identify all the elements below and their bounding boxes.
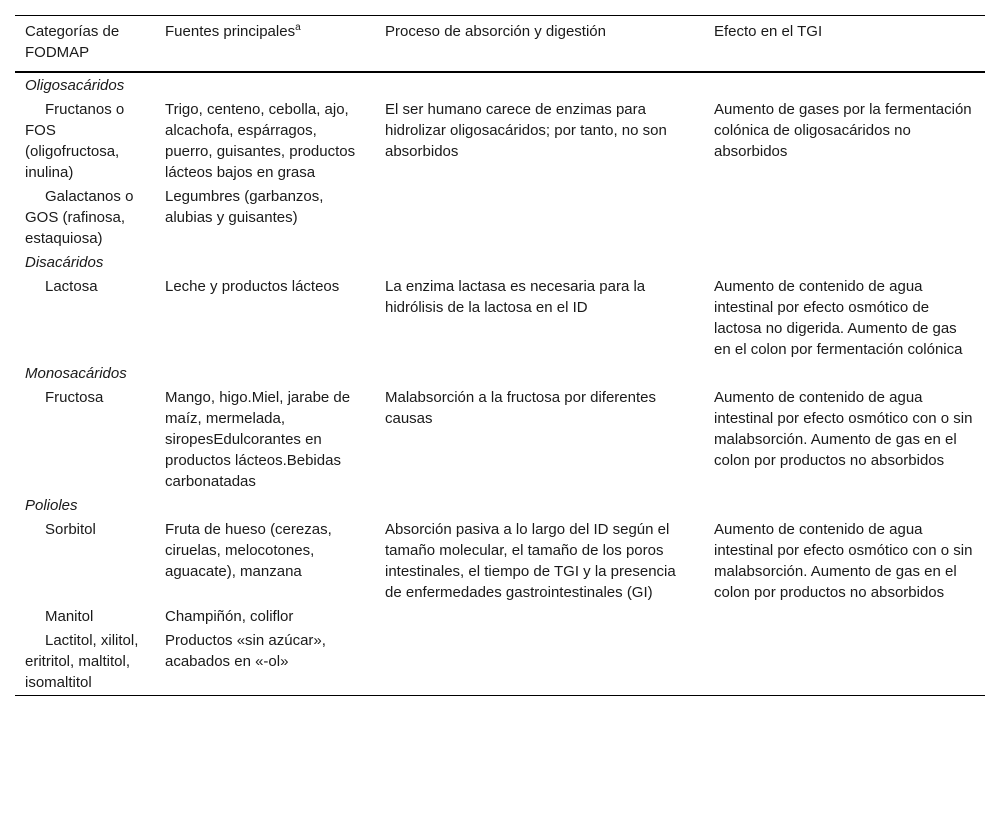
item-name-first: Galactanos	[45, 188, 121, 205]
header-categorias: Categorías de FODMAP	[25, 23, 120, 61]
item-process: La enzima lactasa es necesaria para la hidrólisis de la lactosa en el ID	[385, 278, 646, 316]
item-name-rest: xilitol, eritritol, maltitol, isomaltitol	[25, 632, 139, 691]
table-row	[15, 518, 985, 605]
item-process	[375, 185, 704, 251]
header-efecto: Efecto en el TGI	[714, 23, 823, 40]
category-row	[15, 494, 985, 518]
item-process: El ser humano carece de enzimas para hidrolizar oligosacáridos; por tanto, no son absorbidos	[385, 101, 667, 160]
table-row	[15, 98, 985, 185]
table-row	[15, 605, 985, 629]
table-row	[15, 185, 985, 251]
table-row	[15, 386, 985, 494]
item-sources: Mango, higo.Miel, jarabe de maíz, mermelada, siropesEdulcorantes en productos lácteos.Bebidas carbonatadas	[165, 389, 351, 490]
item-sources: Fruta de hueso (cerezas, ciruelas, melocotones, aguacate), manzana	[165, 521, 332, 580]
item-sources: Champiñón, coliflor	[165, 608, 294, 625]
item-name: Lactosa	[45, 278, 98, 295]
item-sources: Trigo, centeno, cebolla, ajo, alcachofa, espárragos, puerro, guisantes, productos lácteos bajos en grasa	[165, 101, 356, 181]
table-header	[15, 16, 985, 73]
category-row	[15, 362, 985, 386]
footnote-marker: a	[295, 22, 301, 33]
header-fuentes	[155, 16, 375, 73]
item-effect	[704, 629, 985, 696]
item-name	[15, 185, 155, 251]
category-row	[15, 72, 985, 98]
item-effect	[704, 605, 985, 629]
category-label: Oligosacáridos	[25, 77, 125, 94]
item-sources: Leche y productos lácteos	[165, 278, 340, 295]
fodmap-table	[15, 15, 985, 696]
table-body	[15, 72, 985, 696]
header-row	[15, 16, 985, 73]
item-name: Sorbitol	[45, 521, 96, 538]
table-row	[15, 275, 985, 362]
item-process: Absorción pasiva a lo largo del ID según el tamaño molecular, el tamaño de los poros intestinales, el tiempo de TGI y la presencia de enfermedades gastrointestinales (GI)	[385, 521, 676, 601]
item-name	[15, 98, 155, 185]
item-name	[15, 629, 155, 696]
item-name: Fructosa	[45, 389, 104, 406]
category-label: Monosacáridos	[25, 365, 127, 382]
item-effect	[704, 185, 985, 251]
item-name: Manitol	[45, 608, 94, 625]
category-label: Disacáridos	[25, 254, 104, 271]
table-row	[15, 629, 985, 696]
item-process: Malabsorción a la fructosa por diferentes causas	[385, 389, 656, 427]
category-label: Polioles	[25, 497, 78, 514]
item-effect: Aumento de contenido de agua intestinal por efecto osmótico con o sin malabsorción. Aumento de gas en el colon por productos no absorbidos	[714, 389, 973, 469]
item-effect: Aumento de contenido de agua intestinal por efecto osmótico de lactosa no digerida. Aumento de gas en el colon por fermentación colónica	[714, 278, 963, 358]
item-process	[375, 629, 704, 696]
item-name-rest: o GOS (rafinosa, estaquiosa)	[25, 188, 134, 247]
item-process	[375, 605, 704, 629]
item-sources: Legumbres (garbanzos, alubias y guisantes)	[165, 188, 324, 226]
item-name-first: Fructanos	[45, 101, 112, 118]
item-sources: Productos «sin azúcar», acabados en «-ol»	[165, 632, 326, 670]
header-fuentes-label: Fuentes principales	[165, 23, 296, 40]
item-name-first: Lactitol,	[45, 632, 97, 649]
header-proceso: Proceso de absorción y digestión	[385, 23, 606, 40]
item-name-rest: o FOS (oligofructosa, inulina)	[25, 101, 125, 181]
item-effect: Aumento de gases por la fermentación colónica de oligosacáridos no absorbidos	[714, 101, 972, 160]
item-effect: Aumento de contenido de agua intestinal por efecto osmótico con o sin malabsorción. Aumento de gas en el colon por productos no absorbidos	[714, 521, 973, 601]
category-row	[15, 251, 985, 275]
